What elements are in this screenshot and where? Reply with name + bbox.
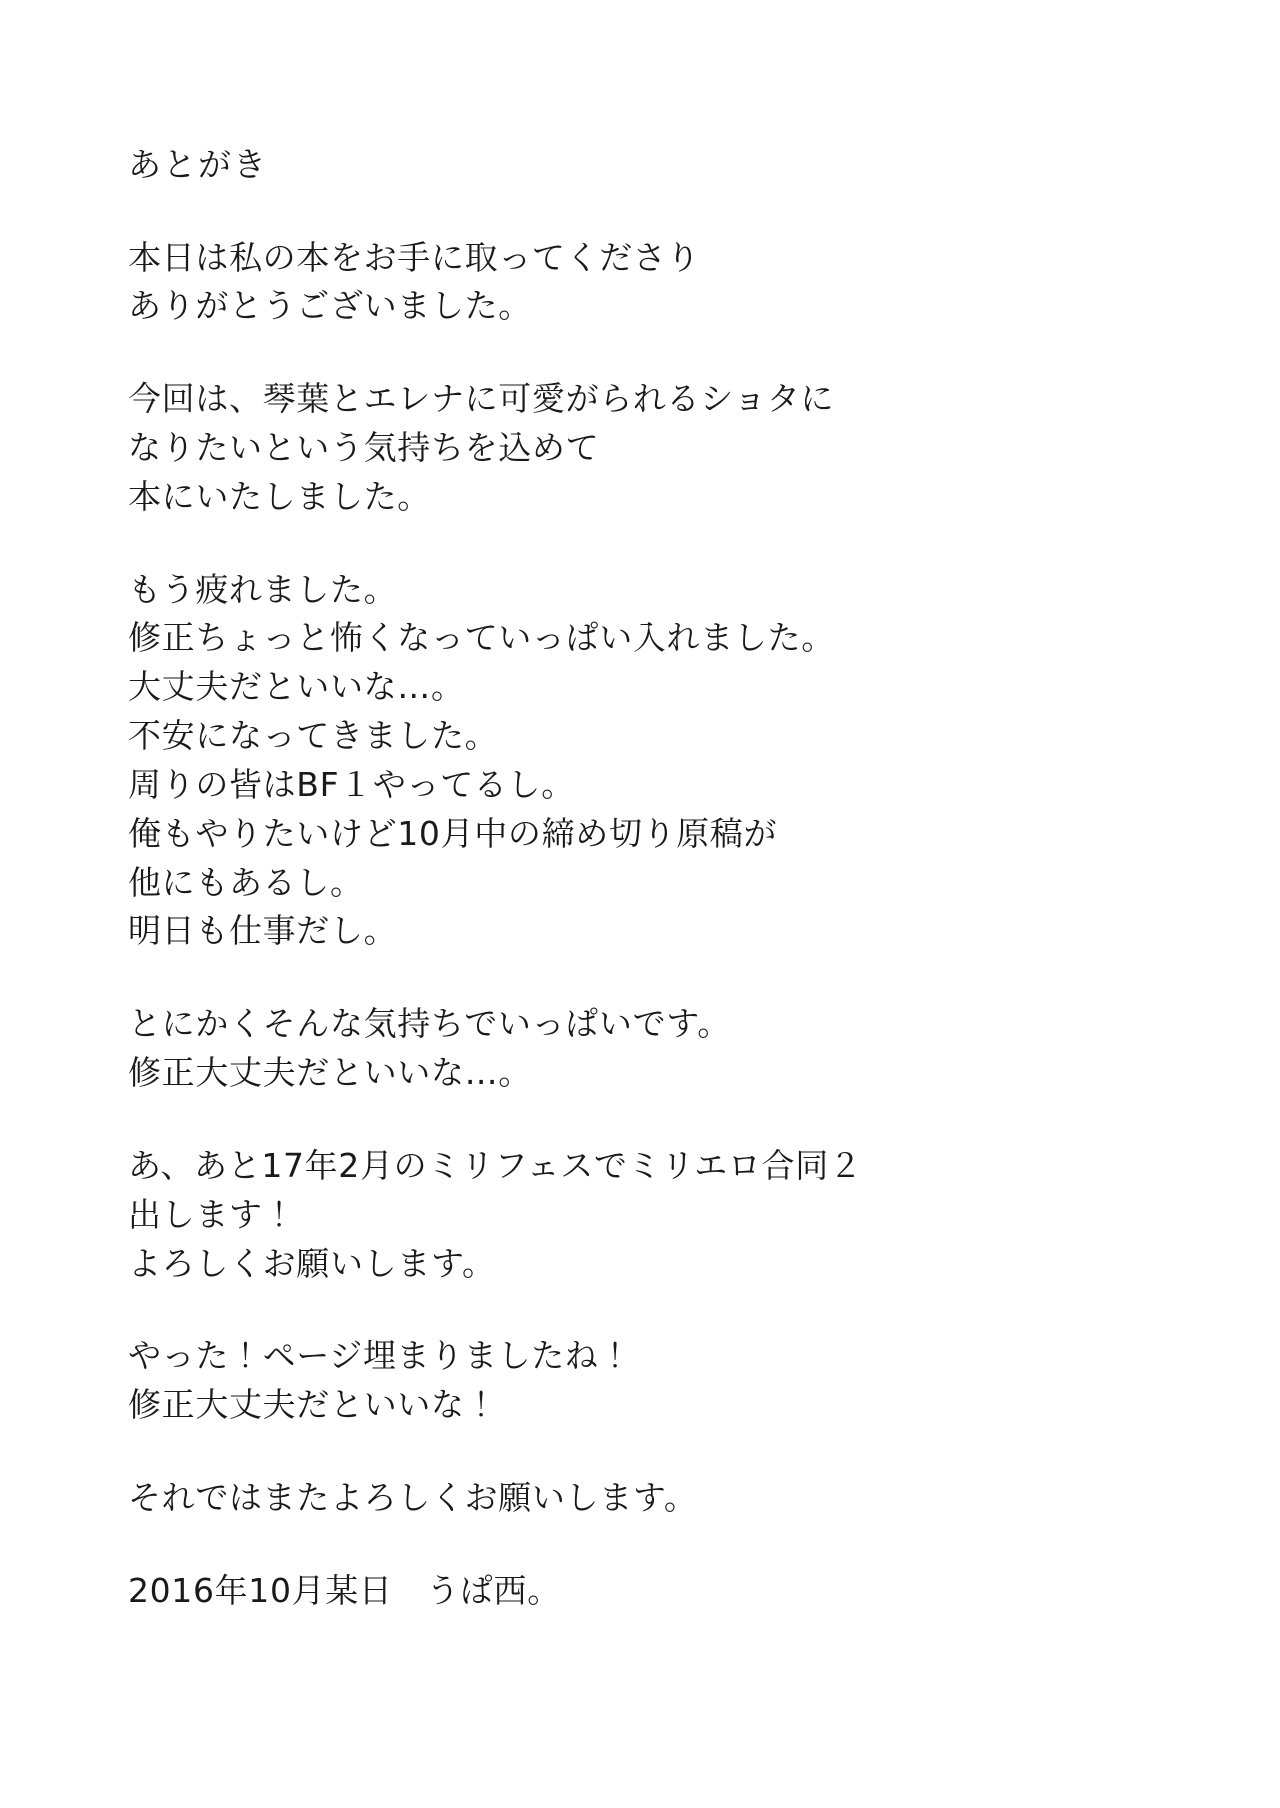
paragraph-closing bbox=[128, 1474, 1160, 1523]
paragraph-announcement bbox=[128, 1142, 1160, 1288]
paragraph-theme bbox=[128, 375, 1160, 521]
page-title: あとがき bbox=[128, 145, 268, 184]
text-line: 明日も仕事だし。 bbox=[128, 911, 398, 951]
text-line: 今回は、琴葉とエレナに可愛がられるショタに bbox=[128, 379, 835, 419]
text-line: 不安になってきました。 bbox=[128, 716, 499, 756]
text-line: やった！ページ埋まりましたね！ bbox=[128, 1336, 633, 1376]
paragraph-feelings bbox=[128, 1000, 1160, 1098]
text-line: もう疲れました。 bbox=[128, 569, 398, 609]
text-line: 本にいたしました。 bbox=[128, 476, 431, 516]
text-line: あ、あと17年2月のミリフェスでミリエロ合同２ bbox=[128, 1145, 863, 1185]
text-line: 修正大丈夫だといいな！ bbox=[128, 1385, 499, 1425]
signature-line: 2016年10月某日 うぱ西。 bbox=[128, 1570, 561, 1610]
text-line: 他にもあるし。 bbox=[128, 862, 364, 902]
text-line: それではまたよろしくお願いします。 bbox=[128, 1478, 698, 1518]
text-line: 大丈夫だといいな…。 bbox=[128, 667, 465, 707]
paragraph-tired bbox=[128, 566, 1160, 957]
text-line: 周りの皆はBF１やってるし。 bbox=[128, 764, 575, 804]
text-line: 修正ちょっと怖くなっていっぱい入れました。 bbox=[128, 618, 835, 658]
text-line: 修正大丈夫だといいな…。 bbox=[128, 1053, 532, 1093]
text-line: とにかくそんな気持ちでいっぱいです。 bbox=[128, 1004, 731, 1044]
paragraph-signature bbox=[128, 1567, 1160, 1616]
text-line: 出します！ bbox=[128, 1194, 297, 1234]
text-line: 本日は私の本をお手に取ってくださり bbox=[128, 237, 701, 277]
paragraph-greeting bbox=[128, 234, 1160, 332]
text-line: 俺もやりたいけど10月中の締め切り原稿が bbox=[128, 813, 778, 853]
text-line: なりたいという気持ちを込めて bbox=[128, 427, 600, 467]
text-line: よろしくお願いします。 bbox=[128, 1243, 496, 1283]
text-line: ありがとうございました。 bbox=[128, 286, 532, 326]
paragraph-page-filled bbox=[128, 1332, 1160, 1430]
